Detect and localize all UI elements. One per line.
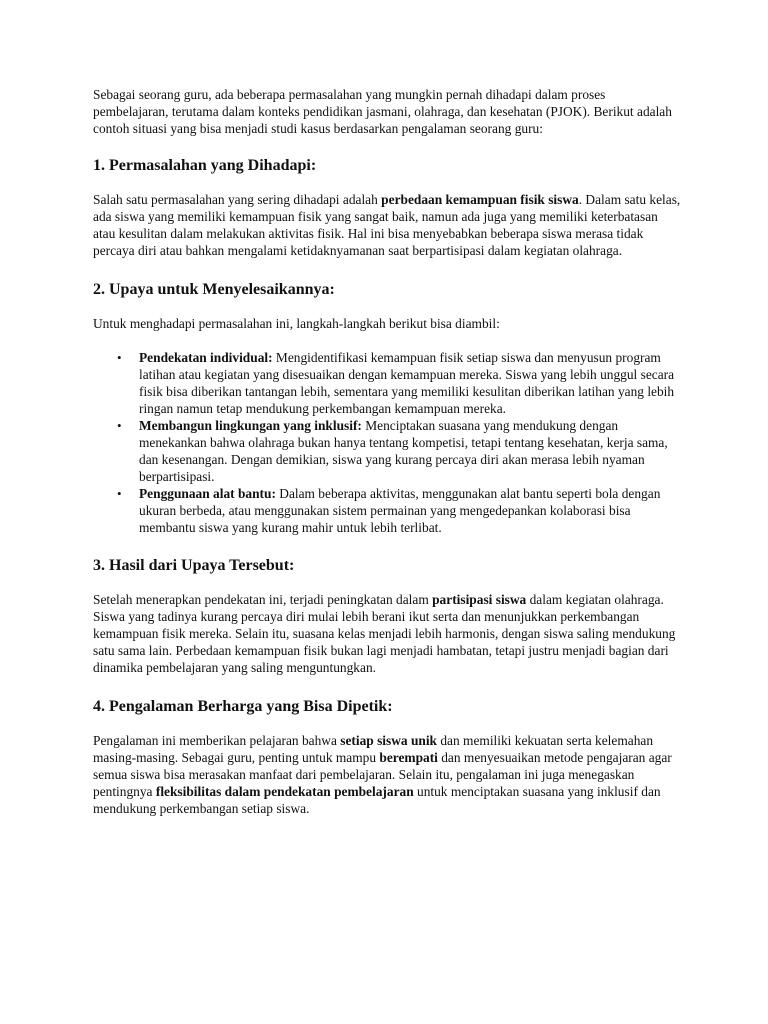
section-3-paragraph [93,591,683,676]
section-2-lead: Untuk menghadapi permasalahan ini, langkah-langkah berikut bisa diambil: [93,316,500,331]
section-4-text-3: dan menyesuaikan metode pengajaran agar semua siswa bisa merasakan manfaat dari pembelajaran. Selain itu, pengalaman ini juga menegaskan pentingnya [93,750,672,799]
list-item-text: Mengidentifikasi kemampuan fisik setiap siswa dan menyusun program latihan atau kegiatan yang disesuaikan dengan kemampuan mereka. Siswa yang lebih unggul secara fisik bisa diberikan tantangan lebih, sementara yang memiliki kesulitan diberikan latihan yang lebih ringan namun tetap mendukung perkembangan kemampuan mereka. [139,350,675,416]
list-item-title: Penggunaan alat bantu: [139,486,276,501]
section-2-heading: 2. Upaya untuk Menyelesaikannya: [93,281,335,298]
section-4-heading: 4. Pengalaman Berharga yang Bisa Dipetik: [93,698,393,715]
section-1-paragraph [93,191,683,259]
section-1-emphasis: perbedaan kemampuan fisik siswa [381,192,579,207]
section-3-text-start: Setelah menerapkan pendekatan ini, terjadi peningkatan dalam [93,592,433,607]
list-item [117,417,683,485]
list-item-text: Dalam beberapa aktivitas, menggunakan alat bantu seperti bola dengan ukuran berbeda, atau menggunakan sistem permainan yang mengedepankan kolaborasi bisa membantu siswa yang kurang mahir untuk lebih terlibat. [139,486,661,535]
section-4-paragraph [93,732,683,817]
section-4-emphasis-2: berempati [379,750,438,765]
list-item [117,349,683,417]
section-4-emphasis-3: fleksibilitas dalam pendekatan pembelajaran [155,784,414,799]
section-1-text-end: . Dalam satu kelas, ada siswa yang memiliki kemampuan fisik yang sangat baik, namun ada juga yang memiliki keterbatasan atau kesulitan dalam melakukan aktivitas fisik. Hal ini bisa menyebabkan beberapa siswa merasa tidak percaya diri atau bahkan mengalami ketidaknyamanan saat berpartisipasi dalam kegiatan olahraga. [93,192,681,258]
strategy-list [93,349,683,536]
section-4-text-2: dan memiliki kekuatan serta kelemahan masing-masing. Sebagai guru, penting untuk mampu [93,733,654,765]
list-item [117,485,683,536]
bullet-icon: • [117,350,122,365]
section-4-text-1: Pengalaman ini memberikan pelajaran bahwa [93,733,341,748]
section-3-heading: 3. Hasil dari Upaya Tersebut: [93,557,295,574]
section-4-emphasis-1: setiap siswa unik [340,733,438,748]
bullet-icon: • [117,418,122,433]
section-3-text-end: dalam kegiatan olahraga. Siswa yang tadinya kurang percaya diri mulai lebih berani ikut serta dan menunjukkan perkembangan kemampuan fisik mereka. Selain itu, suasana kelas menjadi lebih harmonis, dengan siswa saling mendukung satu sama lain. Perbedaan kemampuan fisik bukan lagi menjadi hambatan, tetapi justru menjadi bagian dari dinamika pembelajaran yang saling menguntungkan. [93,592,676,675]
list-item-title: Pendekatan individual: [139,350,273,365]
intro-paragraph: Sebagai seorang guru, ada beberapa permasalahan yang mungkin pernah dihadapi dalam proses pembelajaran, terutama dalam konteks pendidikan jasmani, olahraga, dan kesehatan (PJOK). Berikut adalah contoh situasi yang bisa menjadi studi kasus berdasarkan pengalaman seorang guru: [93,87,672,136]
section-1-text-start: Salah satu permasalahan yang sering dihadapi adalah [93,192,382,207]
list-item-text: Menciptakan suasana yang mendukung dengan menekankan bahwa olahraga bukan hanya tentang kompetisi, tetapi tentang kesehatan, kerja sama, dan kesenangan. Dengan demikian, siswa yang kurang percaya diri akan merasa lebih nyaman berpartisipasi. [139,418,668,484]
document-page [93,86,683,838]
section-1-heading: 1. Permasalahan yang Dihadapi: [93,157,317,174]
list-item-title: Membangun lingkungan yang inklusif: [139,418,362,433]
bullet-icon: • [117,486,122,501]
section-3-emphasis: partisipasi siswa [432,592,527,607]
section-4-text-4: untuk menciptakan suasana yang inklusif dan mendukung perkembangan setiap siswa. [93,784,661,816]
